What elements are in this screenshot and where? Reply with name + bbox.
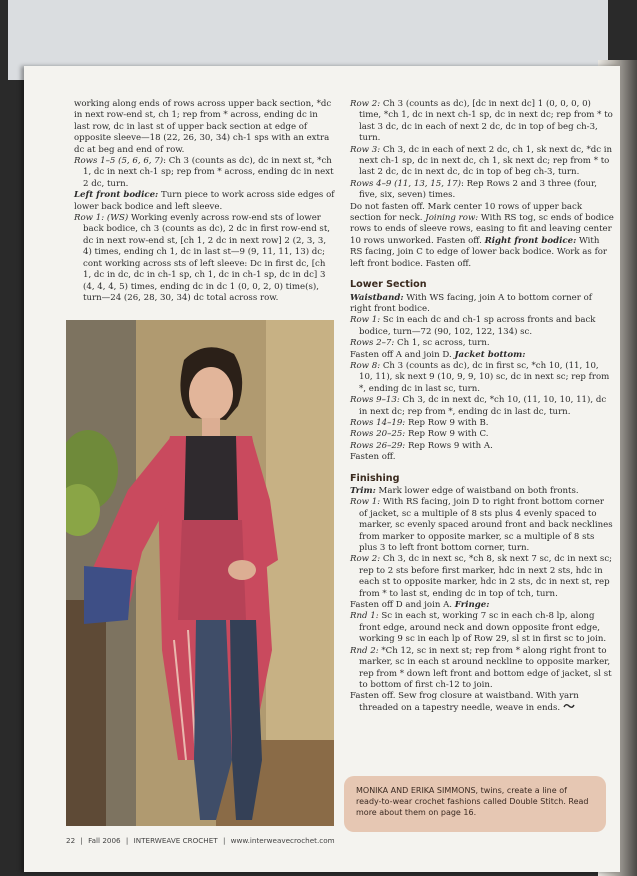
ws-label: (WS)	[106, 213, 129, 224]
ls-row-1-label: Row 1:	[350, 315, 381, 326]
paragraph-row-3	[350, 145, 614, 179]
ls-rows-9-13-text: Ch 3, dc in next dc, *ch 10, (11, 10, 10, 11), dc in next dc; rep from *, ending dc in last dc, turn.	[359, 395, 607, 417]
ls-rows-2-7-label: Rows 2–7:	[350, 338, 395, 349]
ls-rows-2-7-text: Ch 1, sc across, turn.	[394, 338, 490, 349]
paragraph-rows-1-5	[74, 156, 336, 190]
fringe-pre-text: Fasten off D and join A.	[350, 600, 455, 611]
left-front-bodice-label: Left front bodice:	[74, 190, 159, 201]
page-number: 22	[66, 836, 76, 845]
paragraph-ls-row-8	[350, 361, 614, 395]
paragraph-row-1	[74, 213, 336, 304]
trim-label: Trim:	[350, 486, 376, 496]
trim-text: Mark lower edge of waistband on both fronts.	[375, 486, 579, 496]
issue-date: Fall 2006	[88, 836, 121, 845]
final-text: Fasten off. Sew frog closure at waistband. With yarn threaded on a tapestry needle, weave in ends.	[350, 691, 579, 713]
paragraph-final	[350, 691, 614, 714]
magazine-url[interactable]: www.interweavecrochet.com	[230, 836, 335, 845]
paragraph-upper-back: working along ends of rows across upper back section, *dc in next row-end st, ch 1; rep from * across, ending dc in last row, dc in last st of upper back section at edge of opposite sleeve—18 (22, 26, 30, 34) ch-1 sps with an extra dc at beg and end of row.	[74, 99, 332, 155]
model-photo	[66, 320, 334, 826]
footer-separator: |	[222, 836, 226, 845]
ls-rows-26-29-label: Rows 26–29:	[350, 440, 406, 451]
f-row-2-label: Row 2:	[350, 554, 381, 565]
ls-rows-20-25-text: Rep Row 9 with C.	[405, 429, 489, 440]
paragraph-joining	[350, 202, 614, 270]
lower-section-heading: Lower Section	[350, 279, 427, 291]
paragraph-row-2	[350, 99, 614, 145]
row-2-text: Ch 3 (counts as dc), [dc in next dc] 1 (0, 0, 0, 0) time, *ch 1, dc in next ch-1 sp, dc in next dc; rep from * to last 3 dc, dc in each of next 2 dc, dc in top of beg ch-3, turn.	[359, 99, 613, 144]
page-footer	[66, 836, 338, 845]
right-front-bodice-text: With RS facing, join C to edge of lower back bodice. Work as for left front bodice. Fasten off.	[350, 235, 608, 269]
row-3-label: Row 3:	[350, 144, 381, 155]
paragraph-ls-rows-20-25	[350, 429, 614, 440]
waistband-label: Waistband:	[350, 292, 404, 303]
finishing-heading: Finishing	[350, 472, 400, 484]
rnd-2-text: *Ch 12, sc in next st; rep from * along right front to marker, sc in each st around neckline to opposite marker, rep from * down left front and bottom edge of jacket, sl st to bottom of first ch-12 to join.	[359, 645, 612, 690]
paragraph-ls-rows-14-19	[350, 418, 614, 429]
waistband-text: With WS facing, join A to bottom corner of right front bodice.	[350, 292, 592, 314]
ls-row-8-text: Ch 3 (counts as dc), dc in first sc, *ch 10, (11, 10, 10, 11), sk next 9 (10, 9, 9, 10) sc, dc in next sc; rep from *, ending dc in last sc, turn.	[359, 360, 610, 394]
row-3-text: Ch 3, dc in each of next 2 dc, ch 1, sk next dc, *dc in next ch-1 sp, dc in next dc, ch 1, sk next dc; rep from * to last 2 dc, dc in next dc, dc in top of beg ch-3, turn.	[359, 144, 613, 178]
callout-body: twins, create a line of ready-to-wear crochet fashions called Double Stitch. Read more about them on page 16.	[356, 786, 589, 817]
ls-rows-14-19-label: Rows 14–19:	[350, 417, 406, 428]
paragraph-ls-fasten: Fasten off.	[350, 452, 396, 463]
fringe-label: Fringe:	[454, 600, 490, 611]
rows-4-9-range: (11, 13, 15, 17)	[394, 178, 461, 189]
footer-separator: |	[80, 836, 83, 845]
row-2-label: Row 2:	[350, 99, 381, 109]
left-column	[74, 99, 336, 304]
rnd-1-label: Rnd 1:	[350, 611, 379, 622]
f-row-1-text: With RS facing, join D to right front bottom corner of jacket, sc a multiple of 8 sts plus 4 evenly spaced to marker, sc evenly spaced around front and back necklines from marker to opposite marker, sc a multiple of 8 sts plus 3 to left front bottom corner, turn.	[359, 497, 613, 554]
fasten-text: Do not fasten off. Mark center 10 rows of upper back section for neck.	[350, 201, 583, 224]
paragraph-f-row-1	[350, 497, 614, 554]
callout-text	[356, 785, 594, 818]
right-column	[350, 99, 614, 714]
footer-separator: |	[125, 836, 129, 845]
rows-range: (5, 6, 6, 7)	[118, 156, 164, 167]
row-1-text: Working evenly across row-end sts of lower back bodice, ch 3 (counts as dc), 2 dc in first row-end st, dc in next row-end st, [ch 1, 2 dc in next row] 2 (2, 3, 3, 4) times, ending ch 1, dc in last st—9 (9, 11, 11, 13) dc; cont working across sts of left sleeve: Dc in first dc, [ch 1, dc in dc, dc in ch-1 sp, ch 1, dc in ch-1 sp, dc in dc] 3 (4, 4, 4, 5) times, ending dc in dc 1 (0, 0, 2, 0) time(s), turn—24 (26, 28, 30, 34) dc total across row.	[83, 213, 331, 303]
paragraph-rows-4-9	[350, 179, 614, 202]
end-of-article-icon	[563, 703, 575, 713]
left-front-bodice-text: Turn piece to work across side edges of lower back bodice and left sleeve.	[74, 190, 335, 212]
rows-4-9-text: : Rep Rows 2 and 3 three (four, five, six, seven) times.	[359, 178, 597, 201]
paragraph-rnd-2	[350, 646, 614, 692]
f-row-2-text: Ch 3, dc in next sc, *ch 8, sk next 7 sc, dc in next sc; rep to 2 sts before first marker, hdc in next 2 sts, hdc in each st to opposite marker, hdc in 2 sts, dc in next st, rep from * to last st, ending dc in top of tch, turn.	[359, 554, 613, 599]
model-wearing-crochet-jacket	[66, 320, 334, 826]
ls-rows-9-13-label: Rows 9–13:	[350, 395, 400, 406]
paragraph-f-row-2	[350, 554, 614, 600]
rows-label: Rows 1–5	[74, 156, 116, 167]
designer-callout	[344, 776, 606, 832]
f-row-1-label: Row 1:	[350, 497, 381, 508]
ls-row-1-text: Sc in each dc and ch-1 sp across fronts and back bodice, turn—72 (90, 102, 122, 134) sc.	[359, 315, 596, 337]
ls-rows-26-29-text: Rep Rows 9 with A.	[405, 440, 493, 451]
ls-rows-14-19-text: Rep Row 9 with B.	[405, 417, 489, 428]
paragraph-waistband	[350, 293, 614, 316]
paragraph-jacket-bottom	[350, 350, 614, 361]
paragraph-ls-rows-2-7	[350, 338, 614, 349]
ls-rows-20-25-label: Rows 20–25:	[350, 429, 406, 440]
right-front-bodice-label: Right front bodice:	[484, 235, 577, 246]
joining-row-label: Joining row:	[425, 213, 479, 224]
paragraph-ls-rows-26-29	[350, 441, 614, 452]
rows-4-9-label: Rows 4–9	[350, 178, 392, 189]
paragraph-left-front-bodice	[74, 190, 336, 213]
rows-text: : Ch 3 (counts as dc), dc in next st, *ch 1, dc in next ch-1 sp; rep from * across, ending dc in next 2 dc, turn.	[83, 156, 334, 189]
designer-names: MONIKA AND ERIKA SIMMONS,	[356, 786, 479, 795]
paragraph-ls-row-1	[350, 315, 614, 338]
paragraph-trim	[350, 486, 614, 497]
jacket-bottom-label: Jacket bottom:	[454, 349, 526, 360]
rnd-2-label: Rnd 2:	[350, 645, 379, 656]
jacket-pre-text: Fasten off A and join D.	[350, 349, 455, 360]
paragraph-fringe	[350, 600, 614, 611]
rnd-1-text: Sc in each st, working 7 sc in each ch-8 lp, along front edge, around neck and down opposite front edge, working 9 sc in each lp of Row 29, sl st in first sc to join.	[359, 611, 607, 645]
magazine-name: INTERWEAVE CROCHET	[133, 836, 218, 845]
joining-row-text: With RS tog, sc ends of bodice rows to ends of sleeve rows, easing to fit and leaving center 10 rows unworked. Fasten off.	[350, 213, 614, 246]
row-1-label: Row 1:	[74, 213, 105, 224]
ls-row-8-label: Row 8:	[350, 360, 381, 371]
paragraph-rnd-1	[350, 611, 614, 645]
paragraph-ls-rows-9-13	[350, 395, 614, 418]
